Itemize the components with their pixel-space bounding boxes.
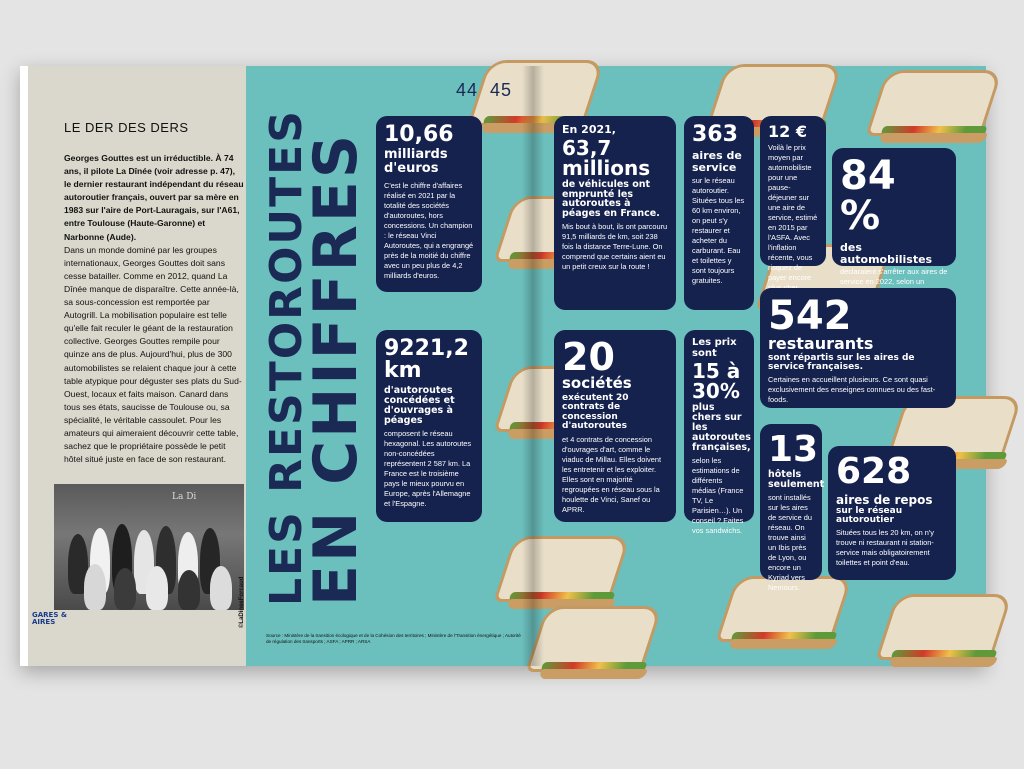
team-photo (54, 484, 244, 610)
stat-card-meal-price (760, 116, 826, 282)
title-line-1: LES RESTOROUTES (261, 109, 312, 606)
stat-card-revenue (376, 116, 482, 292)
left-page (20, 66, 246, 666)
page-title (261, 109, 371, 606)
sandwich-image (504, 536, 614, 610)
stat-label: restaurants (768, 334, 874, 353)
stat-prefix: Les prix sont (692, 337, 737, 359)
stat-value: 363 (692, 122, 738, 147)
title-line-2: EN CHIFFRES (300, 131, 371, 606)
stat-card-restaurants (760, 288, 956, 408)
stat-label: hôtels seulement (768, 469, 825, 490)
stat-value: 9221,2 km (384, 336, 469, 383)
stat-value: 63,7 millions (562, 135, 651, 180)
stat-label: milliards d'euros (384, 147, 448, 176)
right-page (246, 66, 986, 666)
page-gutter (522, 66, 544, 666)
stat-value: 542 (768, 293, 852, 339)
stat-label: plus chers sur les autoroutes françaises, (692, 402, 751, 453)
stat-card-companies (554, 330, 676, 522)
stat-label: sociétés (562, 374, 632, 392)
stat-card-vehicles (554, 116, 676, 310)
stat-label-detail: sont répartis sur les aires de service françaises. (768, 352, 915, 373)
article-lead: Georges Gouttes est un irréductible. À 74 ans, il pilote La Dînée (voir adresse p. 47), le dernier restaurant indépendant du réseau autoroutier français, ouvert par sa mère en 1983 sur l'aire de Port-Lauragais, sur l'A61, entre Toulouse (Haute-Garonne) et Narbonne (Aude). (64, 153, 244, 242)
stat-label: aires de service (692, 149, 742, 174)
article-text (64, 152, 244, 466)
stat-label: des automobilistes (840, 241, 933, 266)
stat-label-detail: sur le réseau autoroutier (836, 505, 903, 526)
stat-label: de véhicules ont emprunté les autoroutes à péages en France. (562, 178, 660, 220)
stat-description: composent le réseau hexagonal. Les autoroutes non-concédées représentent 2 587 km. La France est le troisième pays le mieux pourvu en Europe, après l'Allemagne et l'Espagne. (384, 428, 472, 508)
article-body: Dans un monde dominé par les groupes internationaux, Georges Gouttes doit sans cesse batailler. Comme en 2012, quand La Dînée manque de disparaître. Cette année-là, sa sous-concession est remportée par Autogrill. La mobilisation populaire est telle qu'elle fait reculer le géant de la restauration collective. Georges Gouttes rempile pour quinze ans de plus. Aujourd'hui, plus de 300 automobilistes se relaient chaque jour à cette table atypique pour déguster ses plats du Sud-Ouest, locaux et faits maison. Canard dans tous ses états, saucisse de Toulouse ou, sa spécialité, le véritable cassoulet. Pour les amateurs qui aimeraient découvrir cette table, sachez que le propriétaire possède le petit hôtel situé juste en face de son restaurant. (64, 244, 242, 465)
stat-description: déclaraient s'arrêter aux aires de service en 2022, selon un (840, 267, 948, 287)
stat-value: 13 (768, 429, 819, 470)
sandwich-image (536, 606, 646, 680)
stat-prefix: En 2021, (562, 123, 616, 136)
page-number-left: 44 (456, 80, 479, 100)
section-title: LE DER DES DERS (64, 120, 189, 135)
sandwich-image (876, 70, 986, 144)
stat-description: selon les estimations de différents médias (France TV, Le Parisien…). Un conseil ? Faites vos sandwichs. (692, 455, 744, 535)
stat-card-prices (684, 330, 754, 535)
stat-label: d'autoroutes concédées et d'ouvrages à péages (384, 385, 455, 426)
stat-description: sur le réseau autoroutier. Situées tous les 60 km environ, on peut s'y restaurer et acheter du carburant. Eau et toilettes y sont toujours gratuites. (692, 176, 745, 286)
stat-card-drivers (832, 148, 956, 287)
sandwich-image (886, 594, 996, 668)
page-number-right: 45 (490, 80, 513, 100)
stat-description: Mis bout à bout, ils ont parcouru 91,5 milliards de km, soit 238 fois la distance Terre-Lune. On comprend que certains aient eu un petit creux sur la route ! (562, 222, 668, 272)
stat-value: 10,66 (384, 122, 454, 147)
stat-card-service-areas (684, 116, 754, 310)
stat-value: 20 (562, 335, 615, 379)
stat-description: Situées tous les 20 km, on n'y trouve ni restaurant ni station-service mais obligatoirement toilettes et point d'eau. (836, 528, 934, 568)
stat-description: sont installés sur les aires de service du réseau. On trouve ainsi un Ibis près de Lyon, ou encore un Kyriad vers Nemours. (768, 492, 812, 592)
stat-description: C'est le chiffre d'affaires réalisé en 2021 par la totalité des sociétés d'autoroutes, hors concessions. Un champion : le réseau Vinci Autoroutes, qui a engrangé près de la moitié du chiffre avec un peu plus de 4,2 milliards d'euros. (384, 181, 474, 281)
stat-card-hotels (760, 424, 825, 592)
stat-value: 12 € (768, 122, 807, 141)
photo-credit: ©LaDineeForcaud (239, 576, 245, 628)
stat-card-rest-areas (828, 446, 956, 580)
stat-value: 84 % (840, 153, 896, 239)
stat-value: 15 à 30% (692, 359, 741, 403)
page-numbers (456, 80, 524, 101)
sources-note: Source : Ministère de la transition écologique et de la Cohésion des territoires ; Ministère de l'Transition énergétique ; Autorité de régulation des transports ; ASFA ; APRR ; ARSA (266, 633, 521, 644)
magazine-logo: GARES & AIRES (32, 611, 67, 626)
restaurant-sign: La Di (172, 492, 197, 502)
stat-label: aires de repos (836, 493, 933, 507)
stat-description: Certaines en accueillent plusieurs. Ce sont quasi exclusivement des enseignes connues ou des fast-foods. (768, 374, 936, 404)
stat-description: et 4 contrats de concession d'ouvrages d'art, comme le viaduc de Millau. Elles doivent les entretenir et les exploiter. Elles sont en majorité regroupées en réseau sous la houlette de Vinci, Sanef ou APRR. (562, 434, 662, 514)
stat-label-detail: exécutent 20 contrats de concession d'autoroutes (562, 392, 629, 432)
stat-card-network-length (376, 330, 482, 522)
stat-description: Voilà le prix moyen par automobiliste pour une pause-déjeuner sur une aire de service, estimé en 2015 par l'ASFA. Avec l'inflation récente, vous risquez de payer encore (768, 143, 818, 282)
stat-value: 628 (836, 451, 912, 492)
magazine-spread (20, 66, 986, 666)
